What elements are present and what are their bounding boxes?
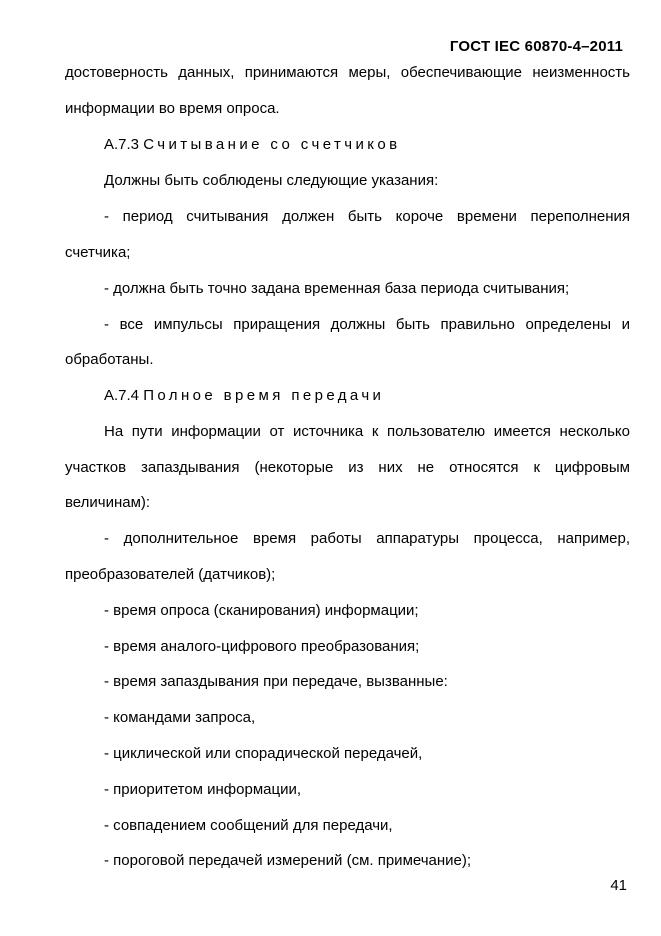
text-line: - командами запроса, <box>104 709 256 726</box>
text-line: - период считывания должен быть короче времени переполнения <box>104 208 630 225</box>
section-heading <box>104 387 630 405</box>
text-line: - дополнительное время работы аппаратуры процесса, например, <box>104 530 630 547</box>
text-line: - время аналого-цифрового преобразования; <box>104 638 420 655</box>
section-heading <box>104 136 630 154</box>
text-line: - совпадением сообщений для передачи, <box>104 817 393 834</box>
section-number: А.7.4 <box>104 387 140 404</box>
text-line: участков запаздывания (некоторые из них не относятся к цифровым <box>65 459 630 476</box>
page-number: 41 <box>610 877 627 894</box>
text-line: достоверность данных, принимаются меры, обеспечивающие неизменность <box>65 64 630 81</box>
document-header: ГОСТ IEC 60870-4–2011 <box>449 38 623 55</box>
section-number: А.7.3 <box>104 136 140 153</box>
text-line: На пути информации от источника к пользователю имеется несколько <box>104 423 630 440</box>
text-line: - циклической или спорадической передачей, <box>104 745 423 762</box>
text-line: величинам): <box>65 494 151 511</box>
text-line: - время запаздывания при передаче, вызванные: <box>104 673 448 690</box>
text-line: - должна быть точно задана временная база периода считывания; <box>104 280 570 297</box>
text-line: Должны быть соблюдены следующие указания: <box>104 172 439 189</box>
text-line: преобразователей (датчиков); <box>65 566 276 583</box>
text-line: - приоритетом информации, <box>104 781 301 798</box>
text-line: счетчика; <box>65 244 131 261</box>
text-line: информации во время опроса. <box>65 100 280 117</box>
text-line: обработаны. <box>65 351 154 368</box>
section-title: Считывание со счетчиков <box>143 136 401 153</box>
text-line: - пороговой передачей измерений (см. примечание); <box>104 852 472 869</box>
section-title: Полное время передачи <box>143 387 385 404</box>
text-line: - все импульсы приращения должны быть правильно определены и <box>104 316 630 333</box>
text-line: - время опроса (сканирования) информации; <box>104 602 419 619</box>
